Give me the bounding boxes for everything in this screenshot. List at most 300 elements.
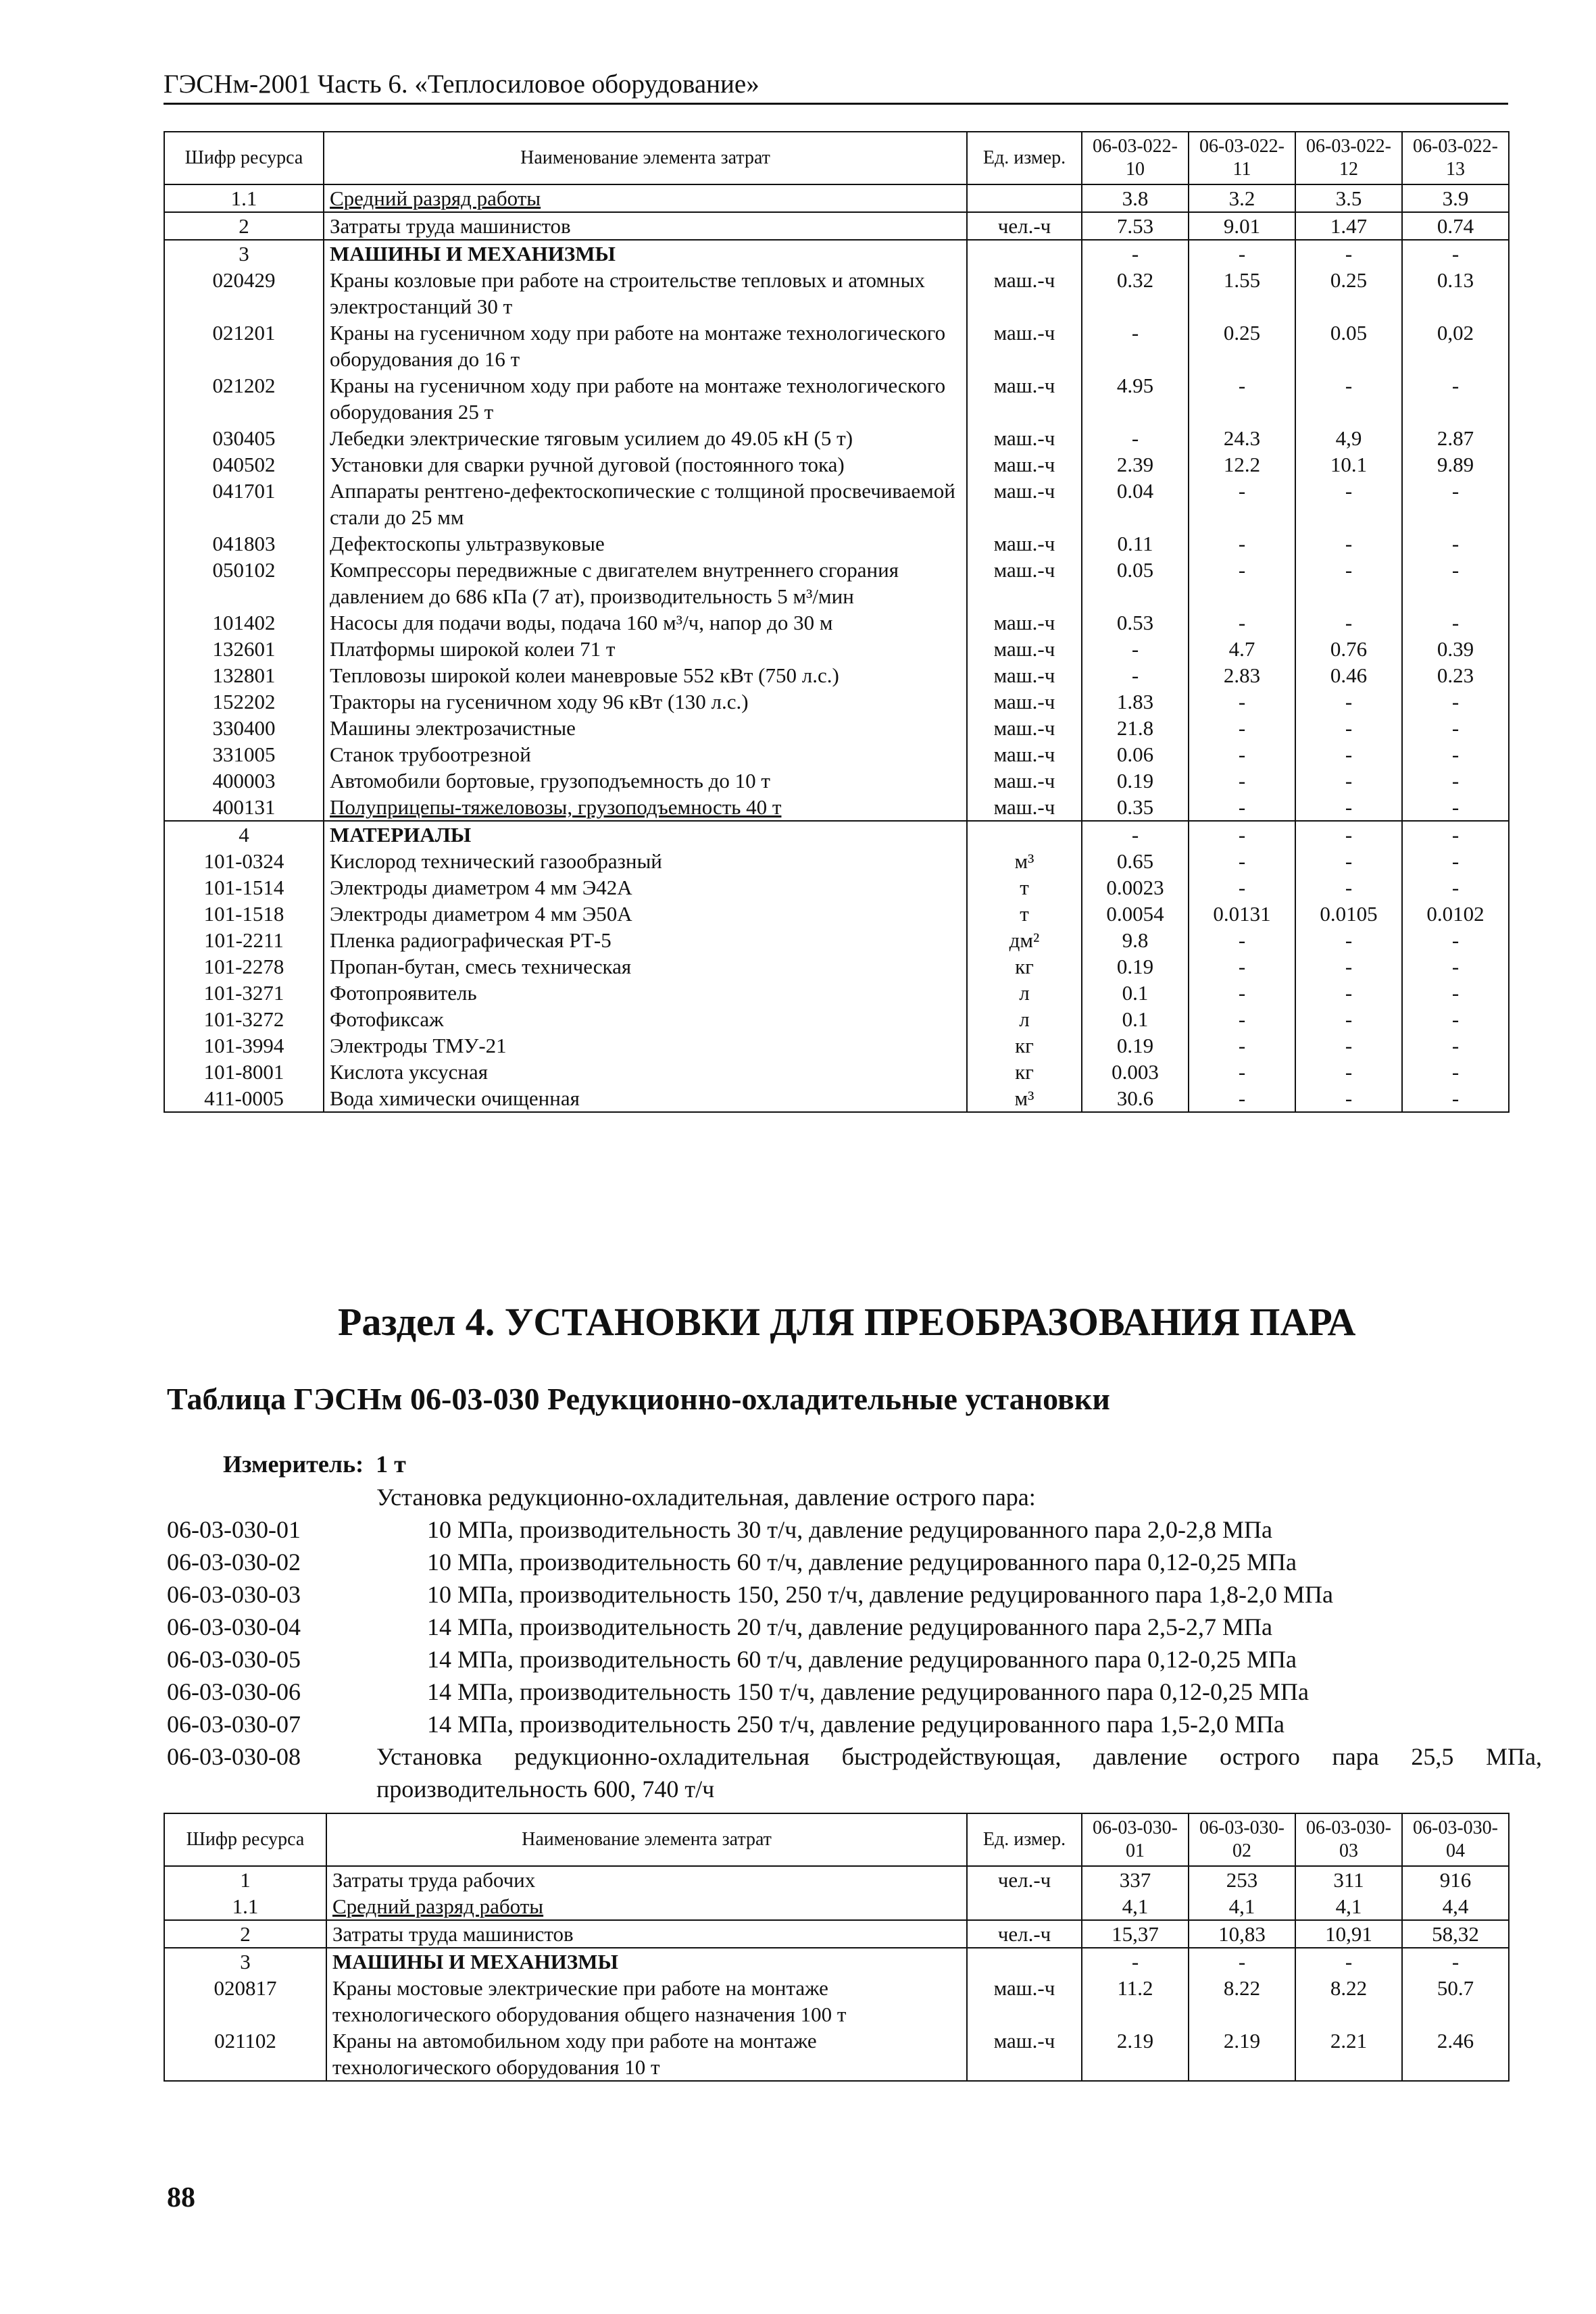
cell-unit: м³ xyxy=(967,1085,1082,1112)
table-row xyxy=(164,1866,1509,1893)
cell-value: 10,91 xyxy=(1295,1920,1402,1948)
cell-name: Кислота уксусная xyxy=(324,1059,967,1085)
item-intro xyxy=(167,1481,1518,1513)
cell-value: 0.003 xyxy=(1082,1059,1189,1085)
list-item xyxy=(167,1546,1518,1578)
cell-value: - xyxy=(1295,609,1402,636)
cell-value: 9.01 xyxy=(1189,212,1295,240)
cell-code: 411-0005 xyxy=(164,1085,324,1112)
item-list xyxy=(167,1481,1542,1805)
list-item xyxy=(167,1708,1518,1740)
cell-name: Фотофиксаж xyxy=(324,1006,967,1032)
cell-value: - xyxy=(1295,741,1402,768)
cell-value: 0.53 xyxy=(1082,609,1189,636)
cell-value: - xyxy=(1402,688,1509,715)
cell-code: 331005 xyxy=(164,741,324,768)
cell-value: 10.1 xyxy=(1295,451,1402,478)
cell-unit xyxy=(967,184,1082,212)
item-code: 06-03-030-08 xyxy=(167,1743,301,1770)
cell-value: 2.87 xyxy=(1402,425,1509,451)
section-title: Раздел 4. УСТАНОВКИ ДЛЯ ПРЕОБРАЗОВАНИЯ ПАРА xyxy=(338,1300,1356,1344)
cell-unit: маш.-ч xyxy=(967,320,1082,372)
cell-name: Аппараты рентгено-дефектоскопические с толщиной просвечиваемой стали до 25 мм xyxy=(324,478,967,530)
table-row xyxy=(164,478,1509,530)
cell-value: - xyxy=(1189,741,1295,768)
cell-name: Краны на автомобильном ходу при работе на монтаже технологического оборудования 10 т xyxy=(326,2028,967,2081)
cell-name: Машины электрозачистные xyxy=(324,715,967,741)
cell-value: - xyxy=(1295,372,1402,425)
cell-name: Полуприцепы-тяжеловозы, грузоподъемность 40 т xyxy=(324,794,967,821)
table-row xyxy=(164,901,1509,927)
cell-value: - xyxy=(1295,1006,1402,1032)
cell-code: 132601 xyxy=(164,636,324,662)
cell-value: 0.13 xyxy=(1402,267,1509,320)
cell-code: 3 xyxy=(164,1948,326,1975)
cell-value: - xyxy=(1082,821,1189,848)
cell-value: 2.39 xyxy=(1082,451,1189,478)
cell-code: 330400 xyxy=(164,715,324,741)
table-row xyxy=(164,636,1509,662)
table-row xyxy=(164,794,1509,821)
cell-code: 152202 xyxy=(164,688,324,715)
cell-value: - xyxy=(1082,636,1189,662)
cell-value: 253 xyxy=(1189,1866,1295,1893)
cell-value: 24.3 xyxy=(1189,425,1295,451)
cell-value: - xyxy=(1295,478,1402,530)
header-col-4: 06-03-030-04 xyxy=(1402,1813,1509,1866)
cell-name: Краны на гусеничном ходу при работе на монтаже технологического оборудования 25 т xyxy=(324,372,967,425)
cell-value: 0.1 xyxy=(1082,980,1189,1006)
cell-value: 2.21 xyxy=(1295,2028,1402,2081)
table-row xyxy=(164,451,1509,478)
cell-value: - xyxy=(1402,980,1509,1006)
cell-name: Затраты труда машинистов xyxy=(326,1920,967,1948)
table-row xyxy=(164,1975,1509,2028)
meter-value: 1 т xyxy=(376,1451,406,1478)
cell-value: 4,1 xyxy=(1295,1893,1402,1920)
cell-value: - xyxy=(1402,372,1509,425)
cell-value: - xyxy=(1189,240,1295,267)
cell-value: - xyxy=(1402,530,1509,557)
cell-name: Вода химически очищенная xyxy=(324,1085,967,1112)
cell-value: 0.0102 xyxy=(1402,901,1509,927)
cell-code: 2 xyxy=(164,212,324,240)
item-code: 06-03-030-03 xyxy=(167,1581,301,1608)
table-row xyxy=(164,953,1509,980)
cell-value: 8.22 xyxy=(1189,1975,1295,2028)
cell-value: - xyxy=(1295,794,1402,821)
cell-unit: кг xyxy=(967,1032,1082,1059)
cell-unit: маш.-ч xyxy=(967,425,1082,451)
item-code: 06-03-030-01 xyxy=(167,1516,301,1543)
cell-value: 0,02 xyxy=(1402,320,1509,372)
cell-name: Установки для сварки ручной дуговой (постоянного тока) xyxy=(324,451,967,478)
cell-value: 0.25 xyxy=(1189,320,1295,372)
cell-value: 2.83 xyxy=(1189,662,1295,688)
cell-value: - xyxy=(1082,662,1189,688)
cell-value: - xyxy=(1189,1948,1295,1975)
cell-code: 020817 xyxy=(164,1975,326,2028)
table-row xyxy=(164,927,1509,953)
table-row xyxy=(164,980,1509,1006)
cell-value: 2.46 xyxy=(1402,2028,1509,2081)
cell-value: 21.8 xyxy=(1082,715,1189,741)
item-text: 14 МПа, производительность 250 т/ч, давление редуцированного пара 1,5-2,0 МПа xyxy=(427,1711,1285,1738)
table-row xyxy=(164,320,1509,372)
cell-unit: маш.-ч xyxy=(967,768,1082,794)
table-row xyxy=(164,557,1509,609)
cell-value: 0.05 xyxy=(1082,557,1189,609)
cell-value: - xyxy=(1402,557,1509,609)
cell-unit: л xyxy=(967,980,1082,1006)
cell-unit: маш.-ч xyxy=(967,451,1082,478)
cell-unit: т xyxy=(967,874,1082,901)
cell-value: - xyxy=(1402,848,1509,874)
cell-value: - xyxy=(1189,874,1295,901)
cell-code: 1.1 xyxy=(164,184,324,212)
table-row xyxy=(164,1948,1509,1975)
cell-code: 041701 xyxy=(164,478,324,530)
table-title: Таблица ГЭСНм 06-03-030 Редукционно-охладительные установки xyxy=(167,1382,1110,1416)
cell-value: 4,1 xyxy=(1082,1893,1189,1920)
cell-unit: маш.-ч xyxy=(967,794,1082,821)
cell-value: - xyxy=(1082,1948,1189,1975)
cell-value: - xyxy=(1402,1032,1509,1059)
table-row xyxy=(164,662,1509,688)
cell-value: - xyxy=(1189,980,1295,1006)
cell-code: 030405 xyxy=(164,425,324,451)
cell-value: - xyxy=(1189,768,1295,794)
cell-value: 0.19 xyxy=(1082,768,1189,794)
cell-value: - xyxy=(1189,557,1295,609)
cell-value: 0.06 xyxy=(1082,741,1189,768)
cell-value: 0.23 xyxy=(1402,662,1509,688)
cell-name: Краны мостовые электрические при работе на монтаже технологического оборудования общего назначения 100 т xyxy=(326,1975,967,2028)
cell-value: - xyxy=(1295,688,1402,715)
cell-unit: чел.-ч xyxy=(967,1920,1082,1948)
cell-value: 7.53 xyxy=(1082,212,1189,240)
cell-name: Краны на гусеничном ходу при работе на монтаже технологического оборудования до 16 т xyxy=(324,320,967,372)
cell-value: - xyxy=(1189,1085,1295,1112)
cell-value: 0.11 xyxy=(1082,530,1189,557)
cell-value: 1.47 xyxy=(1295,212,1402,240)
cell-value: - xyxy=(1189,372,1295,425)
cell-unit: маш.-ч xyxy=(967,372,1082,425)
cell-value: 0.1 xyxy=(1082,1006,1189,1032)
item-code: 06-03-030-02 xyxy=(167,1549,301,1576)
cell-value: 0.35 xyxy=(1082,794,1189,821)
cell-value: 4,1 xyxy=(1189,1893,1295,1920)
cell-name: Автомобили бортовые, грузоподъемность до 10 т xyxy=(324,768,967,794)
table-row xyxy=(164,184,1509,212)
header-col-3: 06-03-030-03 xyxy=(1295,1813,1402,1866)
item-code: 06-03-030-06 xyxy=(167,1678,301,1705)
cell-value: - xyxy=(1189,953,1295,980)
cell-name: МАТЕРИАЛЫ xyxy=(324,821,967,848)
cell-value: 0.74 xyxy=(1402,212,1509,240)
cell-value: - xyxy=(1402,794,1509,821)
cell-unit: маш.-ч xyxy=(967,2028,1082,2081)
cell-unit: л xyxy=(967,1006,1082,1032)
cell-value: - xyxy=(1295,1059,1402,1085)
item-code: 06-03-030-04 xyxy=(167,1613,301,1640)
cell-unit xyxy=(967,1948,1082,1975)
cell-code: 3 xyxy=(164,240,324,267)
cell-value: 0.25 xyxy=(1295,267,1402,320)
table-row xyxy=(164,240,1509,267)
cell-name: Кислород технический газообразный xyxy=(324,848,967,874)
table-row xyxy=(164,821,1509,848)
cell-value: 8.22 xyxy=(1295,1975,1402,2028)
cell-value: 30.6 xyxy=(1082,1085,1189,1112)
cell-unit: м³ xyxy=(967,848,1082,874)
page-number: 88 xyxy=(167,2182,195,2213)
table-row xyxy=(164,1059,1509,1085)
table-row xyxy=(164,768,1509,794)
cell-value: 0.46 xyxy=(1295,662,1402,688)
table-row xyxy=(164,212,1509,240)
table-row xyxy=(164,609,1509,636)
cell-value: - xyxy=(1082,320,1189,372)
cell-code: 040502 xyxy=(164,451,324,478)
header-col-2: 06-03-022-11 xyxy=(1189,132,1295,184)
table-row xyxy=(164,715,1509,741)
table-row xyxy=(164,2028,1509,2081)
cell-name: Краны козловые при работе на строительстве тепловых и атомных электростанций 30 т xyxy=(324,267,967,320)
header-col-3: 06-03-022-12 xyxy=(1295,132,1402,184)
cell-value: - xyxy=(1189,478,1295,530)
cell-value: 15,37 xyxy=(1082,1920,1189,1948)
cell-value: 3.5 xyxy=(1295,184,1402,212)
cell-value: 0.76 xyxy=(1295,636,1402,662)
cell-unit: маш.-ч xyxy=(967,267,1082,320)
cell-value: - xyxy=(1189,821,1295,848)
item-text: 10 МПа, производительность 30 т/ч, давление редуцированного пара 2,0-2,8 МПа xyxy=(427,1516,1272,1543)
cell-value: - xyxy=(1295,240,1402,267)
cell-value: - xyxy=(1082,240,1189,267)
cell-code: 101-3271 xyxy=(164,980,324,1006)
cell-value: - xyxy=(1189,848,1295,874)
cell-value: - xyxy=(1189,530,1295,557)
cell-unit: маш.-ч xyxy=(967,530,1082,557)
cell-unit: маш.-ч xyxy=(967,557,1082,609)
table-row xyxy=(164,530,1509,557)
cell-value: - xyxy=(1402,874,1509,901)
item-text: 10 МПа, производительность 60 т/ч, давление редуцированного пара 0,12-0,25 МПа xyxy=(427,1549,1297,1576)
cell-code: 021202 xyxy=(164,372,324,425)
cell-code: 101-3272 xyxy=(164,1006,324,1032)
table-row xyxy=(164,1032,1509,1059)
cell-name: Электроды диаметром 4 мм Э50А xyxy=(324,901,967,927)
cell-unit: чел.-ч xyxy=(967,1866,1082,1893)
header-name: Наименование элемента затрат xyxy=(324,132,967,184)
cell-unit: маш.-ч xyxy=(967,715,1082,741)
cell-value: - xyxy=(1189,1006,1295,1032)
cell-value: - xyxy=(1402,927,1509,953)
table-header xyxy=(164,132,1509,184)
cell-code: 101-3994 xyxy=(164,1032,324,1059)
cell-code: 101-2278 xyxy=(164,953,324,980)
cell-value: - xyxy=(1402,768,1509,794)
cell-value: 0.0023 xyxy=(1082,874,1189,901)
cell-name: Насосы для подачи воды, подача 160 м³/ч, напор до 30 м xyxy=(324,609,967,636)
cell-unit xyxy=(967,240,1082,267)
header-code: Шифр ресурса xyxy=(164,132,324,184)
cell-code: 101-1514 xyxy=(164,874,324,901)
meter xyxy=(223,1449,406,1480)
cell-value: 58,32 xyxy=(1402,1920,1509,1948)
cell-value: - xyxy=(1295,874,1402,901)
cell-value: 0.65 xyxy=(1082,848,1189,874)
cell-code: 021102 xyxy=(164,2028,326,2081)
item-code: 06-03-030-07 xyxy=(167,1711,301,1738)
cell-value: - xyxy=(1189,609,1295,636)
cell-value: 1.55 xyxy=(1189,267,1295,320)
cell-value: - xyxy=(1295,848,1402,874)
cell-unit xyxy=(967,1893,1082,1920)
table-row xyxy=(164,267,1509,320)
cell-code: 101-8001 xyxy=(164,1059,324,1085)
cell-value: - xyxy=(1295,715,1402,741)
cell-name: Затраты труда машинистов xyxy=(324,212,967,240)
cell-name: Фотопроявитель xyxy=(324,980,967,1006)
running-head: ГЭСНм-2001 Часть 6. «Теплосиловое оборудование» xyxy=(164,68,1508,105)
cell-value: 10,83 xyxy=(1189,1920,1295,1948)
cell-name: Затраты труда рабочих xyxy=(326,1866,967,1893)
cell-value: - xyxy=(1295,1032,1402,1059)
cell-value: - xyxy=(1189,1032,1295,1059)
cell-code: 050102 xyxy=(164,557,324,609)
cell-name: Платформы широкой колеи 71 т xyxy=(324,636,967,662)
cell-unit: маш.-ч xyxy=(967,1975,1082,2028)
cell-code: 1.1 xyxy=(164,1893,326,1920)
cell-name: Пленка радиографическая РТ-5 xyxy=(324,927,967,953)
cell-value: 0.19 xyxy=(1082,1032,1189,1059)
cell-value: - xyxy=(1402,609,1509,636)
cell-name: Электроды диаметром 4 мм Э42А xyxy=(324,874,967,901)
cell-unit: т xyxy=(967,901,1082,927)
cell-name: МАШИНЫ И МЕХАНИЗМЫ xyxy=(324,240,967,267)
resource-table-022 xyxy=(164,131,1510,1113)
table-row xyxy=(164,1920,1509,1948)
cell-value: 9.89 xyxy=(1402,451,1509,478)
cell-value: - xyxy=(1295,768,1402,794)
cell-value: - xyxy=(1189,794,1295,821)
cell-unit: кг xyxy=(967,1059,1082,1085)
cell-value: - xyxy=(1402,478,1509,530)
table-row xyxy=(164,1085,1509,1112)
cell-unit: маш.-ч xyxy=(967,636,1082,662)
cell-value: 337 xyxy=(1082,1866,1189,1893)
cell-code: 1 xyxy=(164,1866,326,1893)
cell-value: 311 xyxy=(1295,1866,1402,1893)
cell-value: - xyxy=(1189,1059,1295,1085)
cell-value: 4,4 xyxy=(1402,1893,1509,1920)
cell-code: 021201 xyxy=(164,320,324,372)
item-intro-text: Установка редукционно-охладительная, давление острого пара: xyxy=(376,1484,1036,1511)
item-text: 14 МПа, производительность 60 т/ч, давление редуцированного пара 0,12-0,25 МПа xyxy=(427,1646,1297,1673)
cell-value: 0.19 xyxy=(1082,953,1189,980)
cell-value: - xyxy=(1402,741,1509,768)
cell-code: 020429 xyxy=(164,267,324,320)
cell-unit: маш.-ч xyxy=(967,478,1082,530)
item-text: 10 МПа, производительность 150, 250 т/ч, давление редуцированного пара 1,8-2,0 МПа xyxy=(427,1581,1333,1608)
cell-value: 0.39 xyxy=(1402,636,1509,662)
table-row xyxy=(164,741,1509,768)
cell-value: 3.2 xyxy=(1189,184,1295,212)
header-col-2: 06-03-030-02 xyxy=(1189,1813,1295,1866)
cell-value: - xyxy=(1295,980,1402,1006)
cell-value: 4,9 xyxy=(1295,425,1402,451)
cell-unit xyxy=(967,821,1082,848)
cell-value: 2.19 xyxy=(1082,2028,1189,2081)
cell-value: 0.32 xyxy=(1082,267,1189,320)
table-row xyxy=(164,1893,1509,1920)
cell-value: - xyxy=(1189,927,1295,953)
list-item xyxy=(167,1611,1518,1643)
resource-table-030 xyxy=(164,1813,1510,2082)
cell-unit: маш.-ч xyxy=(967,741,1082,768)
cell-value: - xyxy=(1402,1006,1509,1032)
cell-value: 4.95 xyxy=(1082,372,1189,425)
cell-unit: маш.-ч xyxy=(967,688,1082,715)
cell-unit: кг xyxy=(967,953,1082,980)
cell-value: - xyxy=(1295,953,1402,980)
table-header xyxy=(164,1813,1509,1866)
cell-value: 916 xyxy=(1402,1866,1509,1893)
item-text: 14 МПа, производительность 20 т/ч, давление редуцированного пара 2,5-2,7 МПа xyxy=(427,1613,1272,1640)
cell-value: - xyxy=(1402,1059,1509,1085)
header-name: Наименование элемента затрат xyxy=(326,1813,967,1866)
cell-unit: чел.-ч xyxy=(967,212,1082,240)
table-row xyxy=(164,372,1509,425)
header-col-4: 06-03-022-13 xyxy=(1402,132,1509,184)
table-row xyxy=(164,1006,1509,1032)
cell-unit: маш.-ч xyxy=(967,609,1082,636)
cell-name: Станок трубоотрезной xyxy=(324,741,967,768)
list-item xyxy=(167,1578,1518,1611)
table-row xyxy=(164,425,1509,451)
cell-value: - xyxy=(1402,821,1509,848)
cell-name: МАШИНЫ И МЕХАНИЗМЫ xyxy=(326,1948,967,1975)
cell-name: Пропан-бутан, смесь техническая xyxy=(324,953,967,980)
cell-name: Лебедки электрические тяговым усилием до 49.05 кН (5 т) xyxy=(324,425,967,451)
cell-name: Тракторы на гусеничном ходу 96 кВт (130 л.с.) xyxy=(324,688,967,715)
table-row xyxy=(164,848,1509,874)
cell-value: 9.8 xyxy=(1082,927,1189,953)
table-row xyxy=(164,688,1509,715)
item-code: 06-03-030-05 xyxy=(167,1646,301,1673)
cell-code: 2 xyxy=(164,1920,326,1948)
cell-name: Компрессоры передвижные с двигателем внутреннего сгорания давлением до 686 кПа (7 ат), производительность 5 м³/мин xyxy=(324,557,967,609)
cell-value: 3.8 xyxy=(1082,184,1189,212)
cell-code: 101-0324 xyxy=(164,848,324,874)
cell-value: - xyxy=(1402,1948,1509,1975)
cell-code: 400131 xyxy=(164,794,324,821)
cell-unit: маш.-ч xyxy=(967,662,1082,688)
list-item xyxy=(167,1740,1542,1805)
list-item xyxy=(167,1643,1518,1676)
cell-code: 101-1518 xyxy=(164,901,324,927)
cell-code: 132801 xyxy=(164,662,324,688)
item-text: Установка редукционно-охладительная быстродействующая, давление острого пара 25,5 МПа, производительность 600, 740 т/ч xyxy=(376,1743,1542,1803)
cell-name: Средний разряд работы xyxy=(326,1893,967,1920)
meter-label: Измеритель: xyxy=(223,1451,364,1478)
cell-value: 1.83 xyxy=(1082,688,1189,715)
cell-code: 041803 xyxy=(164,530,324,557)
header-unit: Ед. измер. xyxy=(967,132,1082,184)
cell-value: - xyxy=(1402,240,1509,267)
